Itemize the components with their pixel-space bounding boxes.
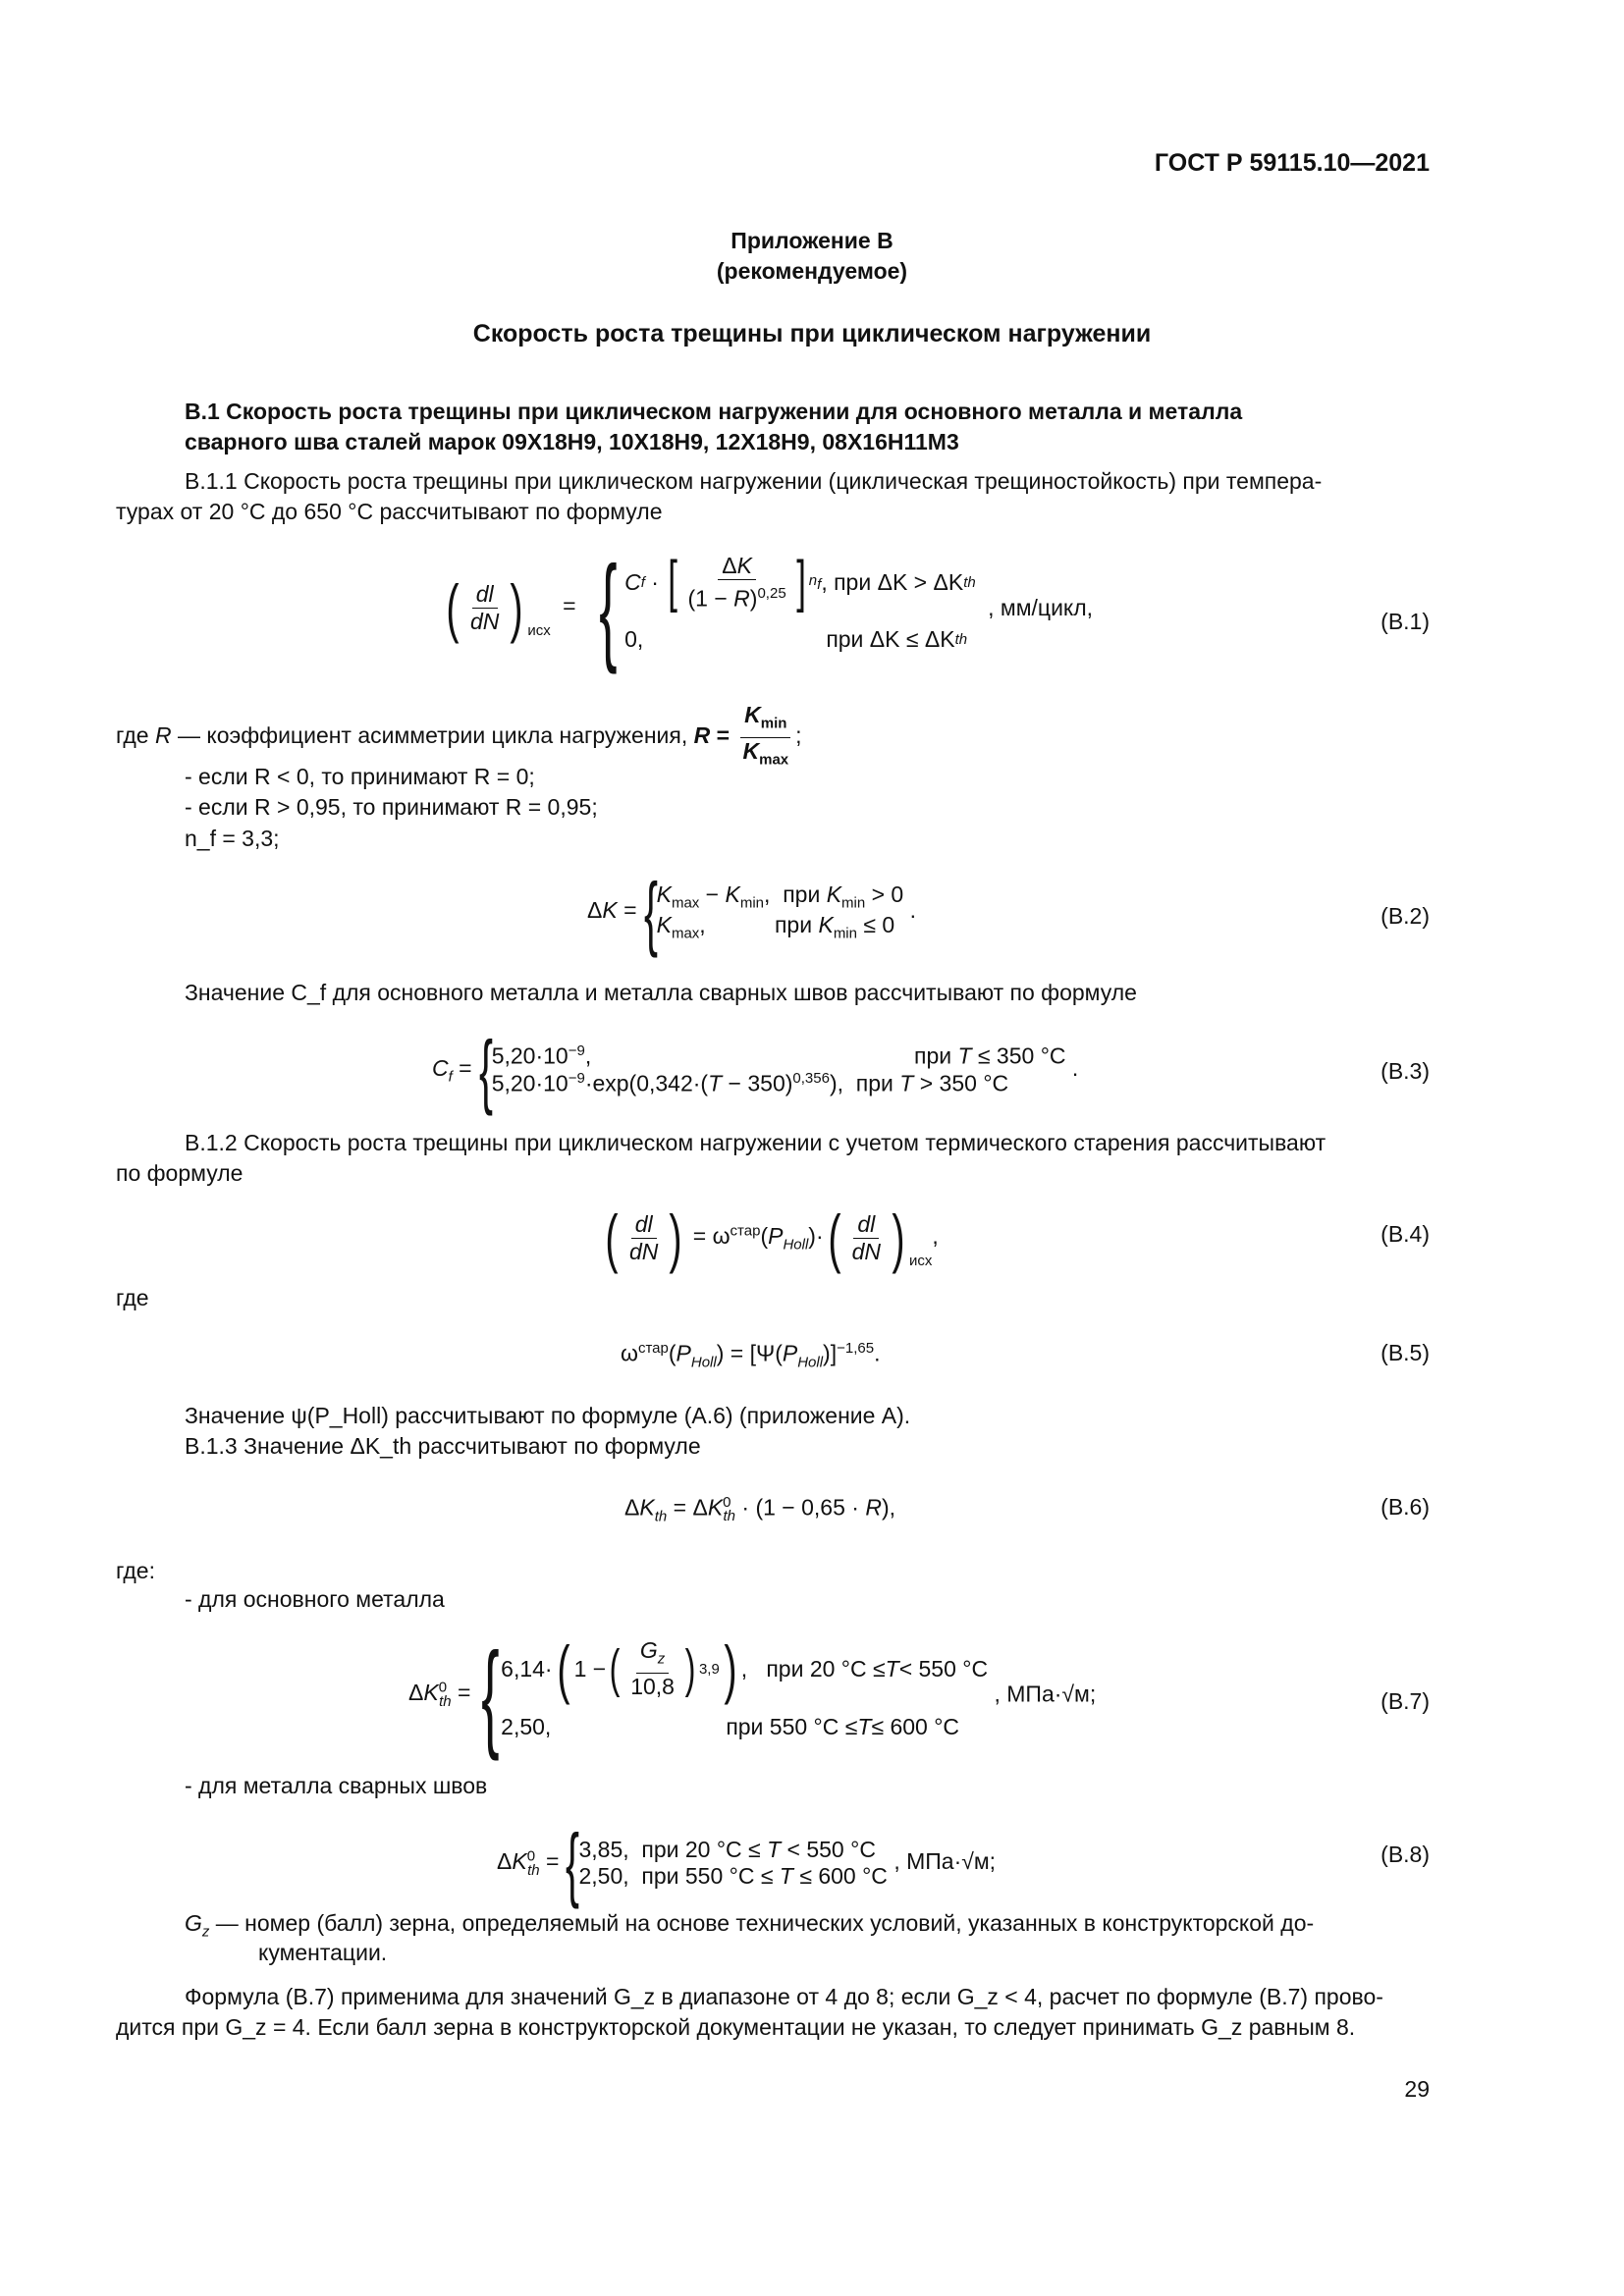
b1-unit: , мм/цикл, xyxy=(988,594,1094,620)
paragraph-b12-line2: по формуле xyxy=(116,1160,244,1186)
list-item-weld-metal: - для металла сварных швов xyxy=(185,1773,488,1798)
formula-b7-number: (В.7) xyxy=(1380,1688,1430,1714)
formula-b3-number: (В.3) xyxy=(1380,1058,1430,1084)
list-item-r-high: - если R > 0,95, то принимают R = 0,95; xyxy=(185,794,598,820)
b1-condition1: , при ΔK > ΔK xyxy=(821,568,964,595)
formula-b2-number: (В.2) xyxy=(1380,903,1430,929)
formula-b5: $\omega^{стар}(P_{Holl}) = [\Psi(P_{Holl})]^{-1,65}$. xyxy=(621,1340,881,1371)
appendix-title: Приложение В xyxy=(731,228,893,253)
formula-b6: $\Delta K_{th} = \Delta K^0_{th} \cdot (1 - 0,65 \cdot R)$, xyxy=(624,1494,896,1525)
formula-b3: $C_f$ ={ $5,20\cdot 10^{-9}$, при T ≤ 350 °C $5,20\cdot 10^{-9}\cdot\exp(0,342\cdot(T - 350)^{0,356})$, при T > 350 °C . xyxy=(432,1024,1079,1116)
where-colon-label: где: xyxy=(116,1558,155,1583)
formula-b1-number: (В.1) xyxy=(1380,609,1430,634)
formula-b4: ( $\frac{dl}{dN}$ ) = $\omega^{стар}(P_{Holl})\cdot$( $\frac{dl}{dN}$ ) $_{исх}$, xyxy=(605,1201,939,1274)
formula-b7: $\Delta K^0_{th}$ ={ 6,14· ( 1 − ( $\frac{G_z}{10,8}$ ) 3,9 ) , при 20 °C ≤ T < 550 °C 2,50, при 550 °C ≤ T ≤ 600 °C , МПа·√м; xyxy=(408,1628,1097,1761)
list-item-base-metal: - для основного металла xyxy=(185,1586,445,1612)
formula-b5-number: (В.5) xyxy=(1380,1340,1430,1365)
b1-exponent: 0,25 xyxy=(757,584,786,602)
formula-b8-number: (В.8) xyxy=(1380,1842,1430,1867)
final-paragraph-line2: дится при G_z = 4. Если балл зерна в конструкторской документации не указан, то следует принимать G_z равным 8. xyxy=(116,2014,1356,2040)
formula-b2: ΔK ={ $K_{max} - K_{min}$, при $K_{min} > 0$ $K_{max}$, при $K_{min} \le 0$ . xyxy=(587,866,916,958)
paragraph-b12-line1: В.1.2 Скорость роста трещины при циклическом нагружении с учетом термического старения рассчитывают xyxy=(185,1130,1326,1155)
b1-condition2: при ΔK ≤ ΔK xyxy=(826,625,955,652)
section-heading-line2: сварного шва сталей марок 09Х18Н9, 10Х18Н9, 12Х18Н9, 08Х16Н11М3 xyxy=(185,429,959,454)
formula-b4-number: (В.4) xyxy=(1380,1221,1430,1247)
gz-definition-line2: кументации. xyxy=(258,1940,388,1965)
formula-b8: $\Delta K^0_{th}$ ={ 3,85, при 20 °C ≤ T < 550 °C 2,50, при 550 °C ≤ T ≤ 600 °C , МПа·√м; xyxy=(497,1817,997,1909)
appendix-subtitle: (рекомендуемое) xyxy=(716,258,908,284)
list-item-r-negative: - если R < 0, то принимают R = 0; xyxy=(185,764,535,789)
paragraph-b11-line1: В.1.1 Скорость роста трещины при циклическом нагружении (циклическая трещиностойкость) при темпера- xyxy=(185,468,1323,494)
nf-value: n_f = 3,3; xyxy=(185,826,280,851)
paragraph-b11-line2: турах от 20 °С до 650 °С рассчитывают по формуле xyxy=(116,499,663,524)
section-heading-line1: В.1 Скорость роста трещины при циклическом нагружении для основного металла и металла xyxy=(185,399,1243,424)
formula-b6-number: (В.6) xyxy=(1380,1494,1430,1520)
b1-zero: 0, xyxy=(624,625,644,652)
where-r-definition: где R — коэффициент асимметрии цикла нагружения, R = $\frac{K_{min}}{K_{max}}$ ; xyxy=(116,702,802,769)
gz-definition-line1: $G_z$ — номер (балл) зерна, определяемый на основе технических условий, указанных в конструкторской до- xyxy=(185,1910,1315,1941)
psi-line: Значение ψ(P_Holl) рассчитывают по формуле (А.6) (приложение А). xyxy=(185,1403,911,1428)
cf-intro: Значение C_f для основного металла и металла сварных швов рассчитывают по формуле xyxy=(185,980,1137,1005)
b8-unit: , МПа·√м; xyxy=(893,1848,997,1875)
document-code: ГОСТ Р 59115.10—2021 xyxy=(1154,149,1430,177)
page-number: 29 xyxy=(1404,2076,1430,2102)
b7-unit: , МПа·√м; xyxy=(994,1681,1097,1707)
formula-b1: ( $\frac{dl}{dN}$ ) $_{исх}$ = { C f · [ $\frac{\Delta K}{(1 - R)^{0,25}}$ ] $n_f$ , при ΔK > ΔK th 0, при ΔK ≤ ΔK th , мм/цикл, xyxy=(446,541,1094,674)
final-paragraph-line1: Формула (В.7) применима для значений G_z в диапазоне от 4 до 8; если G_z < 4, расчет по формуле (В.7) прово- xyxy=(185,1984,1383,2009)
b13-line: В.1.3 Значение ΔK_th рассчитывают по формуле xyxy=(185,1433,701,1459)
where-label: где xyxy=(116,1285,149,1310)
appendix-heading: Скорость роста трещины при циклическом нагружении xyxy=(472,320,1152,347)
